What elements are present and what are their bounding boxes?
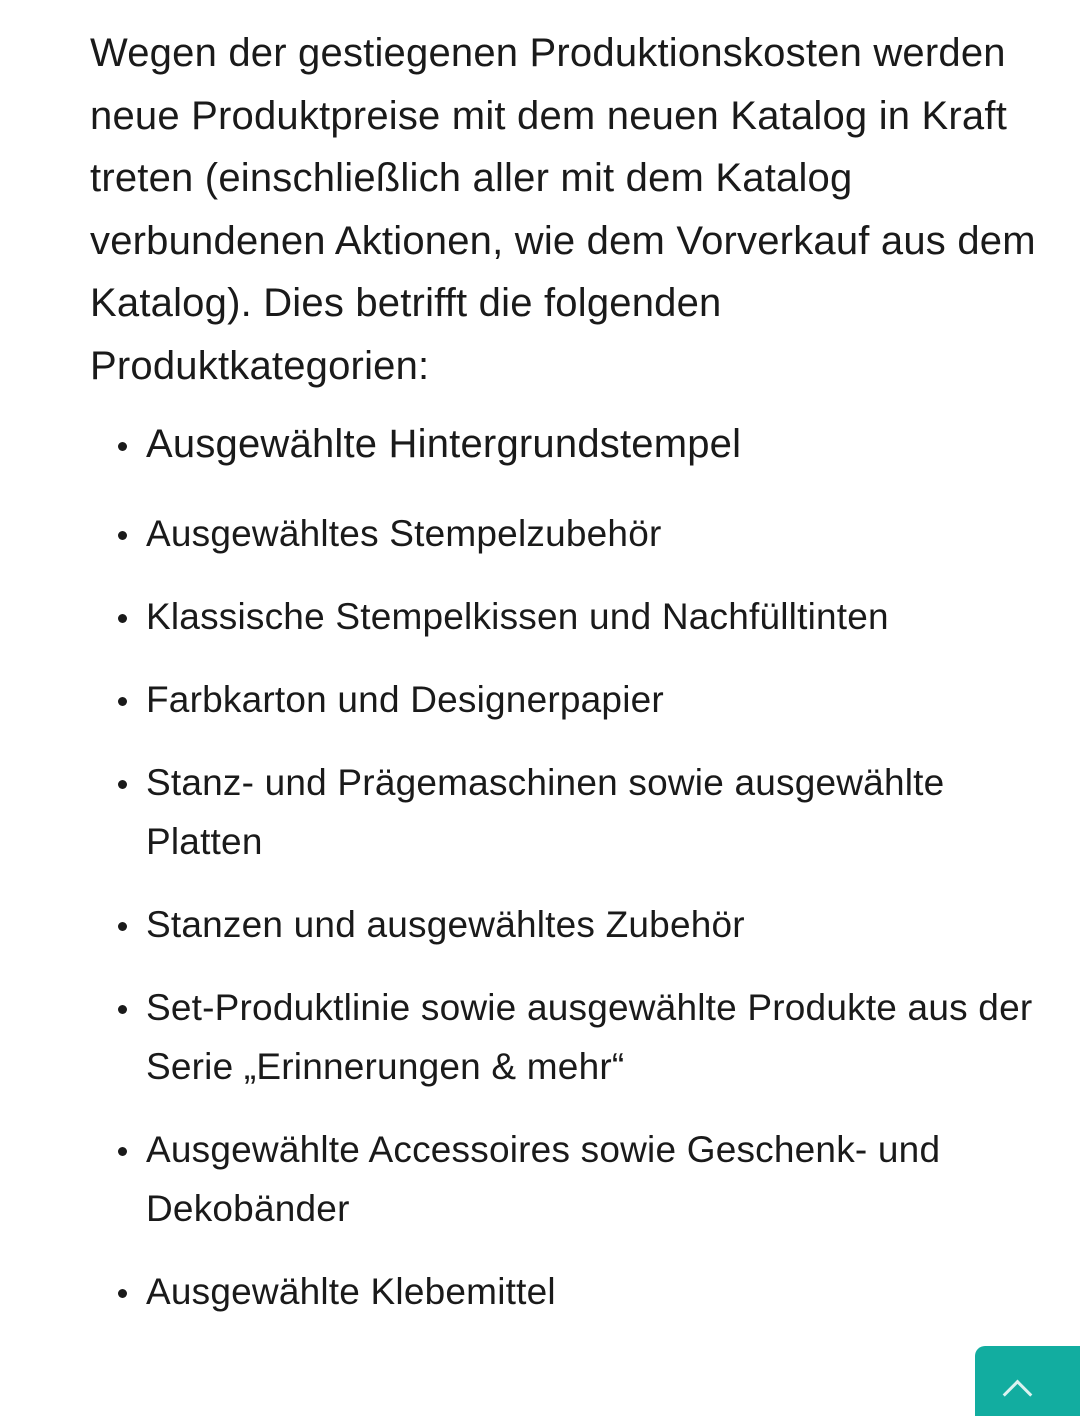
list-item-text: Ausgewähltes Stempelzubehör xyxy=(146,513,662,554)
list-item xyxy=(90,415,1050,474)
list-item-text: Ausgewählte Hintergrundstempel xyxy=(146,422,742,466)
bullet-icon xyxy=(118,1147,127,1156)
bullet-icon xyxy=(118,442,127,451)
bullet-icon xyxy=(118,1005,127,1014)
list-item-text: Farbkarton und Designerpapier xyxy=(146,679,664,720)
list-item xyxy=(90,753,1050,871)
list-item-text: Stanzen und ausgewähltes Zubehör xyxy=(146,904,745,945)
list-item-text: Klassische Stempelkissen und Nachfülltinten xyxy=(146,596,889,637)
bullet-icon xyxy=(118,531,127,540)
list-item xyxy=(90,670,1050,729)
bullet-icon xyxy=(118,922,127,931)
intro-paragraph: Wegen der gestiegenen Produktionskosten werden neue Produktpreise mit dem neuen Katalog in Kraft treten (einschließlich aller mit dem Katalog verbundenen Aktionen, wie dem Vorverkauf aus dem Katalog). Dies betrifft die folgenden Produktkategorien: xyxy=(90,31,1036,388)
article-content xyxy=(90,22,1050,1345)
list-item xyxy=(90,504,1050,563)
product-category-list xyxy=(90,415,1050,1321)
list-item-text: Ausgewählte Klebemittel xyxy=(146,1271,556,1312)
list-item xyxy=(90,978,1050,1096)
list-item xyxy=(90,895,1050,954)
bullet-icon xyxy=(118,614,127,623)
bullet-icon xyxy=(118,780,127,789)
list-item xyxy=(90,1120,1050,1238)
chat-widget-button[interactable] xyxy=(975,1346,1080,1416)
bullet-icon xyxy=(118,1289,127,1298)
list-item-text: Stanz- und Prägemaschinen sowie ausgewählte Platten xyxy=(146,762,945,862)
bullet-icon xyxy=(118,697,127,706)
list-item-text: Ausgewählte Accessoires sowie Geschenk- und Dekobänder xyxy=(146,1129,941,1229)
list-item-text: Set-Produktlinie sowie ausgewählte Produkte aus der Serie „Erinnerungen & mehr“ xyxy=(146,987,1033,1087)
list-item xyxy=(90,587,1050,646)
chevron-up-icon xyxy=(1003,1380,1033,1410)
list-item xyxy=(90,1262,1050,1321)
